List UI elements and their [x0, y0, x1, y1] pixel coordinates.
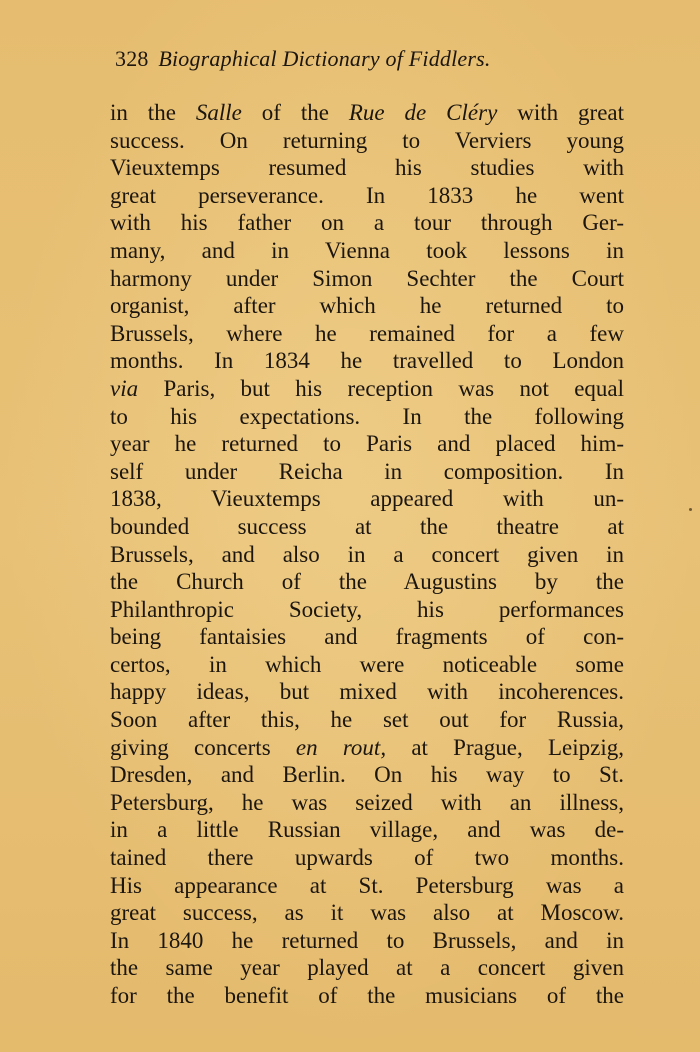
- text-line: [110, 154, 624, 182]
- text-fragment: In 1840 he returned to Brussels, and in: [110, 927, 624, 953]
- text-line: [110, 761, 624, 789]
- text-line: [110, 430, 624, 458]
- text-line: [110, 265, 624, 293]
- italic-phrase: Salle: [195, 100, 242, 125]
- text-fragment: tained there upwards of two months.: [110, 845, 624, 871]
- text-line: [110, 541, 624, 569]
- italic-phrase: Rue de Cléry: [348, 100, 498, 125]
- text-line: [110, 982, 624, 1010]
- text-fragment: happy ideas, but mixed with incoherences.: [110, 679, 624, 705]
- italic-phrase: en rout,: [295, 734, 387, 760]
- text-fragment: with his father on a tour through Ger-: [110, 210, 624, 236]
- text-line: [110, 99, 624, 127]
- text-line: [110, 623, 624, 651]
- text-fragment: Brussels, where he remained for a few: [110, 320, 624, 346]
- text-line: [110, 209, 624, 237]
- text-line: [110, 485, 624, 513]
- text-fragment: bounded success at the theatre at: [110, 513, 624, 539]
- text-fragment: 1838, Vieuxtemps appeared with un-: [110, 486, 624, 512]
- text-line: [110, 844, 624, 872]
- text-fragment: for the benefit of the musicians of the: [110, 983, 624, 1008]
- page-number: 328: [115, 46, 149, 71]
- running-header: [115, 44, 491, 74]
- text-line: [110, 568, 624, 596]
- text-fragment: Vieuxtemps resumed his studies with: [110, 155, 624, 181]
- text-line: [110, 816, 624, 844]
- text-fragment: Brussels, and also in a concert given in: [110, 541, 624, 567]
- text-line: [110, 237, 624, 265]
- text-fragment: Petersburg, he was seized with an illness,: [110, 789, 624, 815]
- text-fragment: with great: [497, 100, 624, 125]
- text-line: [110, 513, 624, 541]
- text-fragment: Soon after this, he set out for Russia,: [110, 707, 624, 733]
- text-fragment: the same year played at a concert given: [110, 955, 624, 981]
- text-fragment: many, and in Vienna took lessons in: [110, 237, 624, 263]
- paper-speck: [689, 508, 692, 511]
- body-text: [110, 99, 624, 1010]
- text-line: [110, 651, 624, 679]
- text-line: [110, 403, 624, 431]
- text-fragment: in the: [110, 100, 196, 125]
- text-line: [110, 347, 624, 375]
- text-line: [110, 596, 624, 624]
- text-fragment: giving concerts: [110, 734, 296, 760]
- text-fragment: months. In 1834 he travelled to London: [110, 348, 624, 374]
- text-fragment: Dresden, and Berlin. On his way to St.: [110, 762, 624, 788]
- text-fragment: the Church of the Augustins by the: [110, 569, 624, 595]
- text-fragment: great perseverance. In 1833 he went: [110, 182, 624, 208]
- text-fragment: Philanthropic Society, his performances: [110, 596, 624, 622]
- text-fragment: certos, in which were noticeable some: [110, 651, 624, 677]
- text-line: [110, 872, 624, 900]
- text-line: [110, 320, 624, 348]
- text-fragment: success. On returning to Verviers young: [110, 127, 624, 153]
- text-fragment: at Prague, Leipzig,: [386, 734, 625, 760]
- text-fragment: Paris, but his reception was not equal: [138, 375, 624, 401]
- text-line: [110, 954, 624, 982]
- text-fragment: year he returned to Paris and placed him-: [110, 431, 624, 457]
- text-line: [110, 127, 624, 155]
- text-line: [110, 927, 624, 955]
- text-fragment: harmony under Simon Sechter the Court: [110, 265, 624, 291]
- text-fragment: in a little Russian village, and was de-: [110, 817, 624, 843]
- text-line: [110, 182, 624, 210]
- text-fragment: organist, after which he returned to: [110, 293, 624, 319]
- text-fragment: to his expectations. In the following: [110, 403, 624, 429]
- italic-phrase: via: [110, 375, 139, 401]
- text-line: [110, 458, 624, 486]
- text-line: [110, 899, 624, 927]
- text-line: [110, 678, 624, 706]
- text-line: [110, 292, 624, 320]
- text-fragment: of the: [241, 100, 349, 125]
- text-line: [110, 789, 624, 817]
- text-fragment: self under Reicha in composition. In: [110, 458, 624, 484]
- text-fragment: great success, as it was also at Moscow.: [110, 900, 624, 926]
- text-fragment: being fantaisies and fragments of con-: [110, 624, 624, 650]
- text-fragment: His appearance at St. Petersburg was a: [110, 872, 624, 898]
- text-line: [110, 375, 624, 403]
- text-line: [110, 706, 624, 734]
- running-title: Biographical Dictionary of Fiddlers.: [158, 46, 491, 71]
- text-line: [110, 734, 624, 762]
